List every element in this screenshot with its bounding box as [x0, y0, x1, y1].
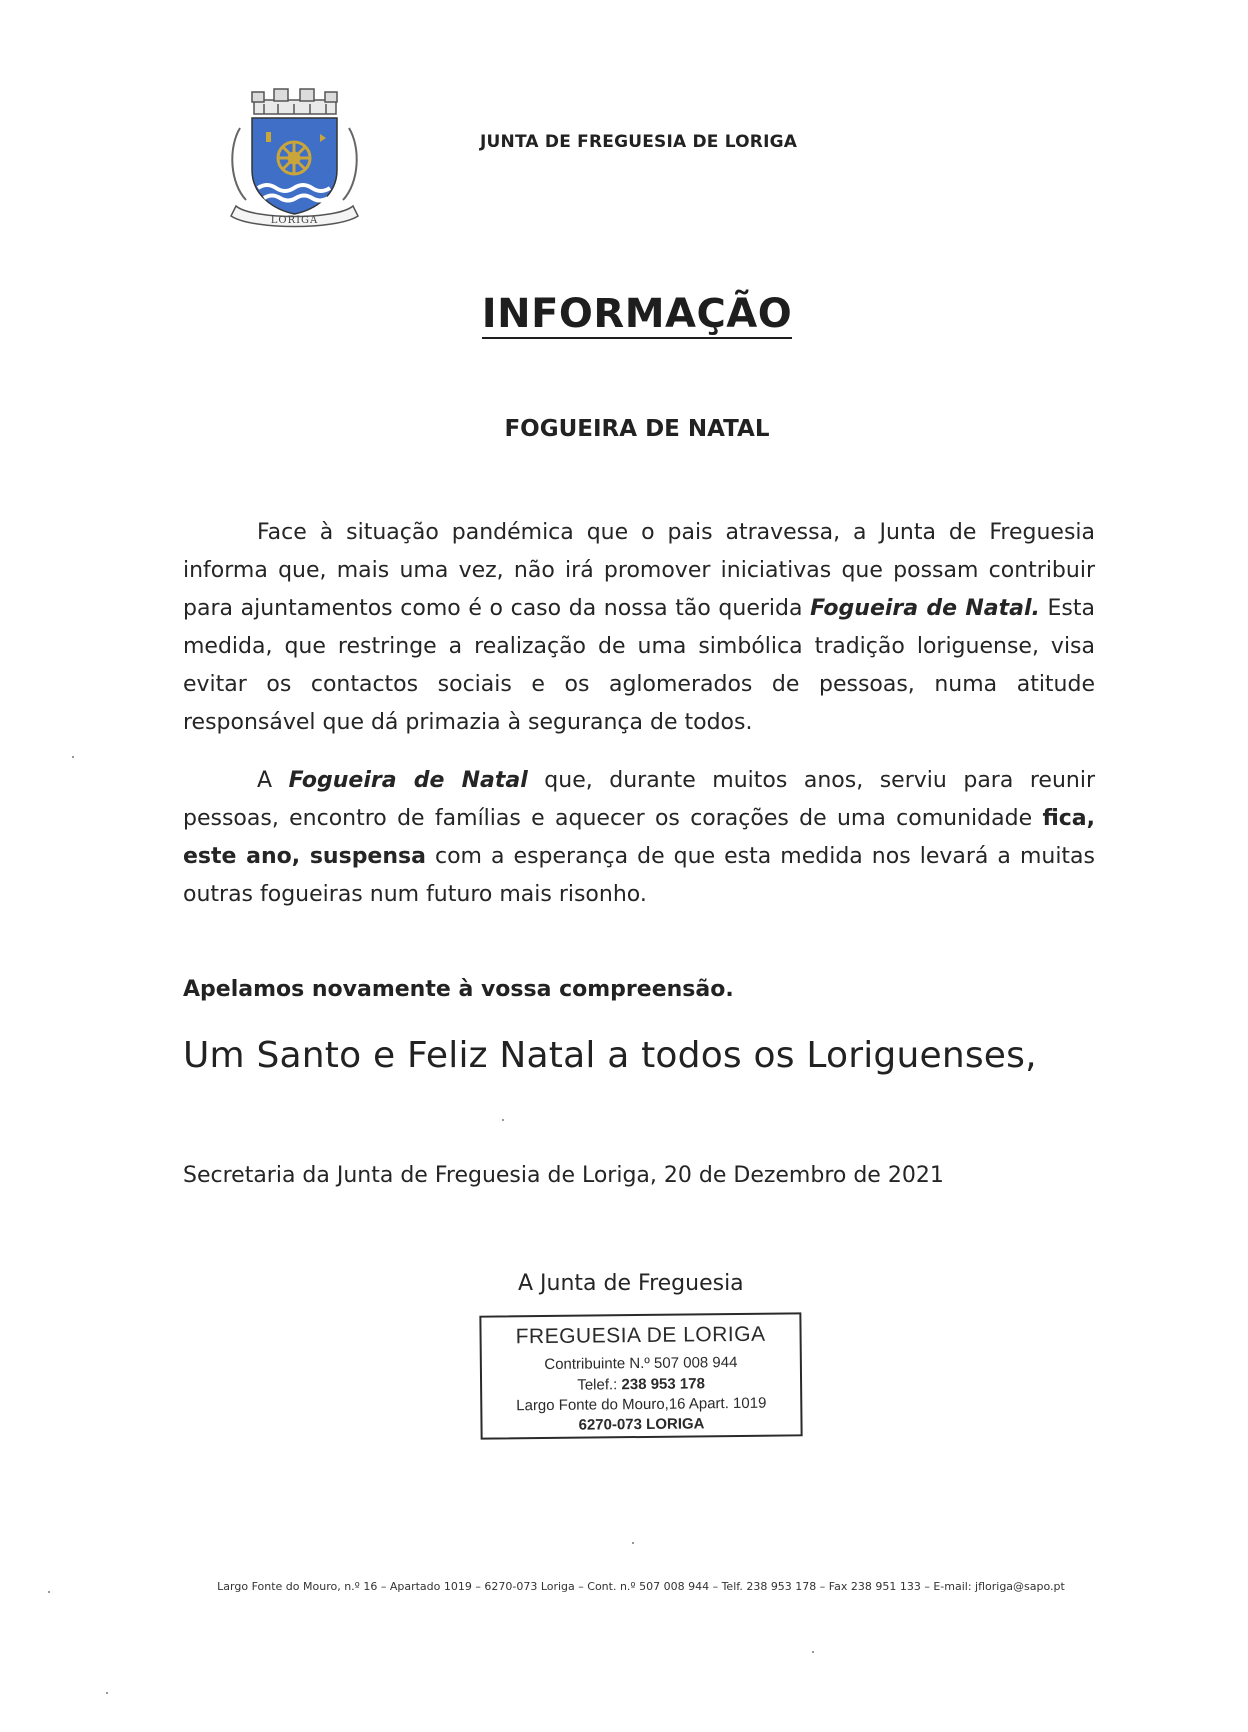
stamp-line-1: FREGUESIA DE LORIGA [515, 1322, 766, 1349]
stamp-line-3 [482, 1374, 800, 1394]
stamp-line-4: Largo Fonte do Mouro,16 Apart. 1019 [516, 1394, 767, 1415]
paragraph-1 [183, 514, 1095, 742]
organization-header: JUNTA DE FREGUESIA DE LORIGA [480, 132, 798, 152]
paragraph-1-text-a: Face à situação pandémica que o pais atravessa, a Junta de Freguesia informa que, mais uma vez, não irá promover iniciativas que possam contribuir para ajuntamentos como é o caso da nossa tão querida [183, 520, 1095, 621]
stamp-line-2: Contribuinte N.º 507 008 944 [544, 1353, 738, 1374]
place-and-date: Secretaria da Junta de Freguesia de Loriga, 20 de Dezembro de 2021 [183, 1163, 944, 1188]
christmas-greeting: Um Santo e Feliz Natal a todos os Loriguenses, [183, 1035, 1037, 1076]
paragraph-2-emphasis: Fogueira de Natal [288, 768, 528, 793]
scan-speck [106, 1692, 108, 1694]
document-title-wrapper [0, 293, 1248, 339]
scan-speck [72, 756, 74, 758]
scan-speck [812, 1651, 814, 1653]
stamp-phone-value: 238 953 178 [621, 1375, 705, 1394]
paragraph-2-text-c: com a esperança de que esta medida nos levará a muitas outras fogueiras num futuro mais risonho. [183, 844, 1095, 907]
appeal-text: Apelamos novamente à vossa compreensão. [183, 977, 734, 1002]
signatory: A Junta de Freguesia [518, 1271, 744, 1296]
coat-of-arms-icon [222, 88, 367, 233]
document-title: INFORMAÇÃO [481, 291, 793, 337]
footer-contact: Largo Fonte do Mouro, n.º 16 – Apartado 1019 – 6270-073 Loriga – Cont. n.º 507 008 944 – Telf. 238 953 178 – Fax 238 951 133 – E-mail: jfloriga@sapo.pt [217, 1580, 1065, 1593]
paragraph-2-bold: fica, este ano, suspensa [183, 806, 1095, 869]
stamp-line-5: 6270-073 LORIGA [578, 1415, 705, 1434]
scan-speck [48, 1591, 50, 1593]
stamp-phone-label: Telef.: [577, 1376, 622, 1394]
paragraph-1-emphasis: Fogueira de Natal. [810, 596, 1040, 621]
paragraph-1-text-b: Esta medida, que restringe a realização de uma simbólica tradição loriguense, visa evitar os contactos sociais e os aglomerados de pessoas, numa atitude responsável que dá primazia à segurança de todos. [183, 596, 1095, 735]
scan-speck [502, 1119, 504, 1121]
paragraph-2 [183, 762, 1095, 914]
scan-speck [632, 1542, 634, 1544]
paragraph-2-text-b: que, durante muitos anos, serviu para reunir pessoas, encontro de famílias e aquecer os corações de uma comunidade [183, 768, 1095, 831]
document-subtitle: FOGUEIRA DE NATAL [504, 416, 770, 442]
official-stamp [479, 1312, 802, 1439]
paragraph-2-text-a: A [257, 768, 289, 793]
crest-label: LORIGA [270, 215, 319, 226]
